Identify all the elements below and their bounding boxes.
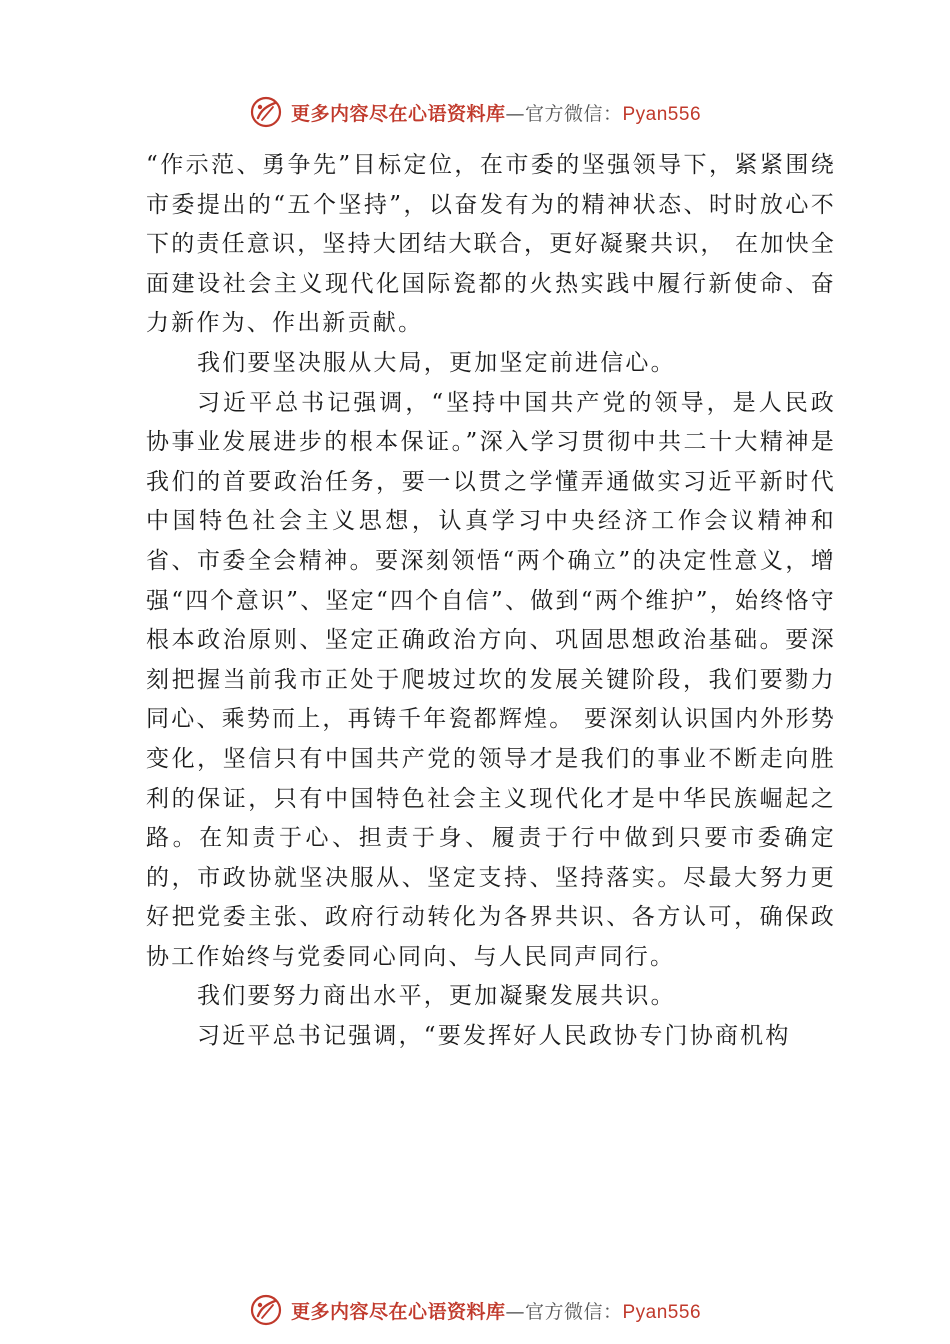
paragraph-2: 我们要坚决服从大局，更加坚定前进信心。 <box>197 349 676 376</box>
header-wechat-id: Pyan556 <box>622 103 702 125</box>
footer-text <box>291 1297 701 1324</box>
header-banner <box>0 92 950 132</box>
brand-logo-icon <box>249 95 283 129</box>
footer-wechat-label: 官方微信： <box>524 1300 623 1323</box>
header-text <box>291 99 701 126</box>
footer-banner <box>0 1290 950 1330</box>
footer-wechat-id: Pyan556 <box>622 1301 702 1323</box>
paragraph-3: 习近平总书记强调，“坚持中国共产党的领导，是人民政协事业发展进步的根本保证。”深入学习贯彻中共二十大精神是我们的首要政治任务，要一以贯之学懂弄通做实习近平新时代中国特色社会主义思想，认真学习中央经济工作会议精神和省、市委全会精神。要深刻领悟“两个确立”的决定性意义，增强“四个意识”、坚定“四个自信”、做到“两个维护”，始终恪守根本政治原则、坚定正确政治方向、巩固思想政治基础。要深刻把握当前我市正处于爬坡过坎的发展关键阶段，我们要勠力同心、乘势而上，再铸千年瓷都辉煌。 要深刻认识国内外形势变化，坚信只有中国共产党的领导才是我们的事业不断走向胜利的保证，只有中国特色社会主义现代化才是中华民族崛起之路。在知责于心、担责于身、履责于行中做到只要市委确定的，市政协就坚决服从、坚定支持、坚持落实。尽最大努力更好把党委主张、政府行动转化为各界共识、各方认可，确保政协工作始终与党委同心同向、与人民同声同行。 <box>146 389 836 970</box>
footer-brand: 更多内容尽在心语资料库 <box>290 1300 506 1323</box>
paragraph-1: “作示范、勇争先”目标定位，在市委的坚强领导下，紧紧围绕市委提出的“五个坚持”，以奋发有为的精神状态、时时放心不下的责任意识，坚持大团结大联合，更好凝聚共识， 在加快全面建设社会主义现代化国际瓷都的火热实践中履行新使命、奋力新作为、作出新贡献。 <box>146 152 836 337</box>
footer-separator: — <box>505 1300 525 1323</box>
paragraph-4: 我们要努力商出水平，更加凝聚发展共识。 <box>197 983 676 1010</box>
brand-logo-icon <box>249 1293 283 1327</box>
document-body <box>146 146 836 1057</box>
header-wechat-label: 官方微信： <box>524 102 623 125</box>
header-brand: 更多内容尽在心语资料库 <box>290 102 506 125</box>
paragraph-5: 习近平总书记强调，“要发挥好人民政协专门协商机构 <box>197 1023 791 1050</box>
header-separator: — <box>505 102 525 125</box>
